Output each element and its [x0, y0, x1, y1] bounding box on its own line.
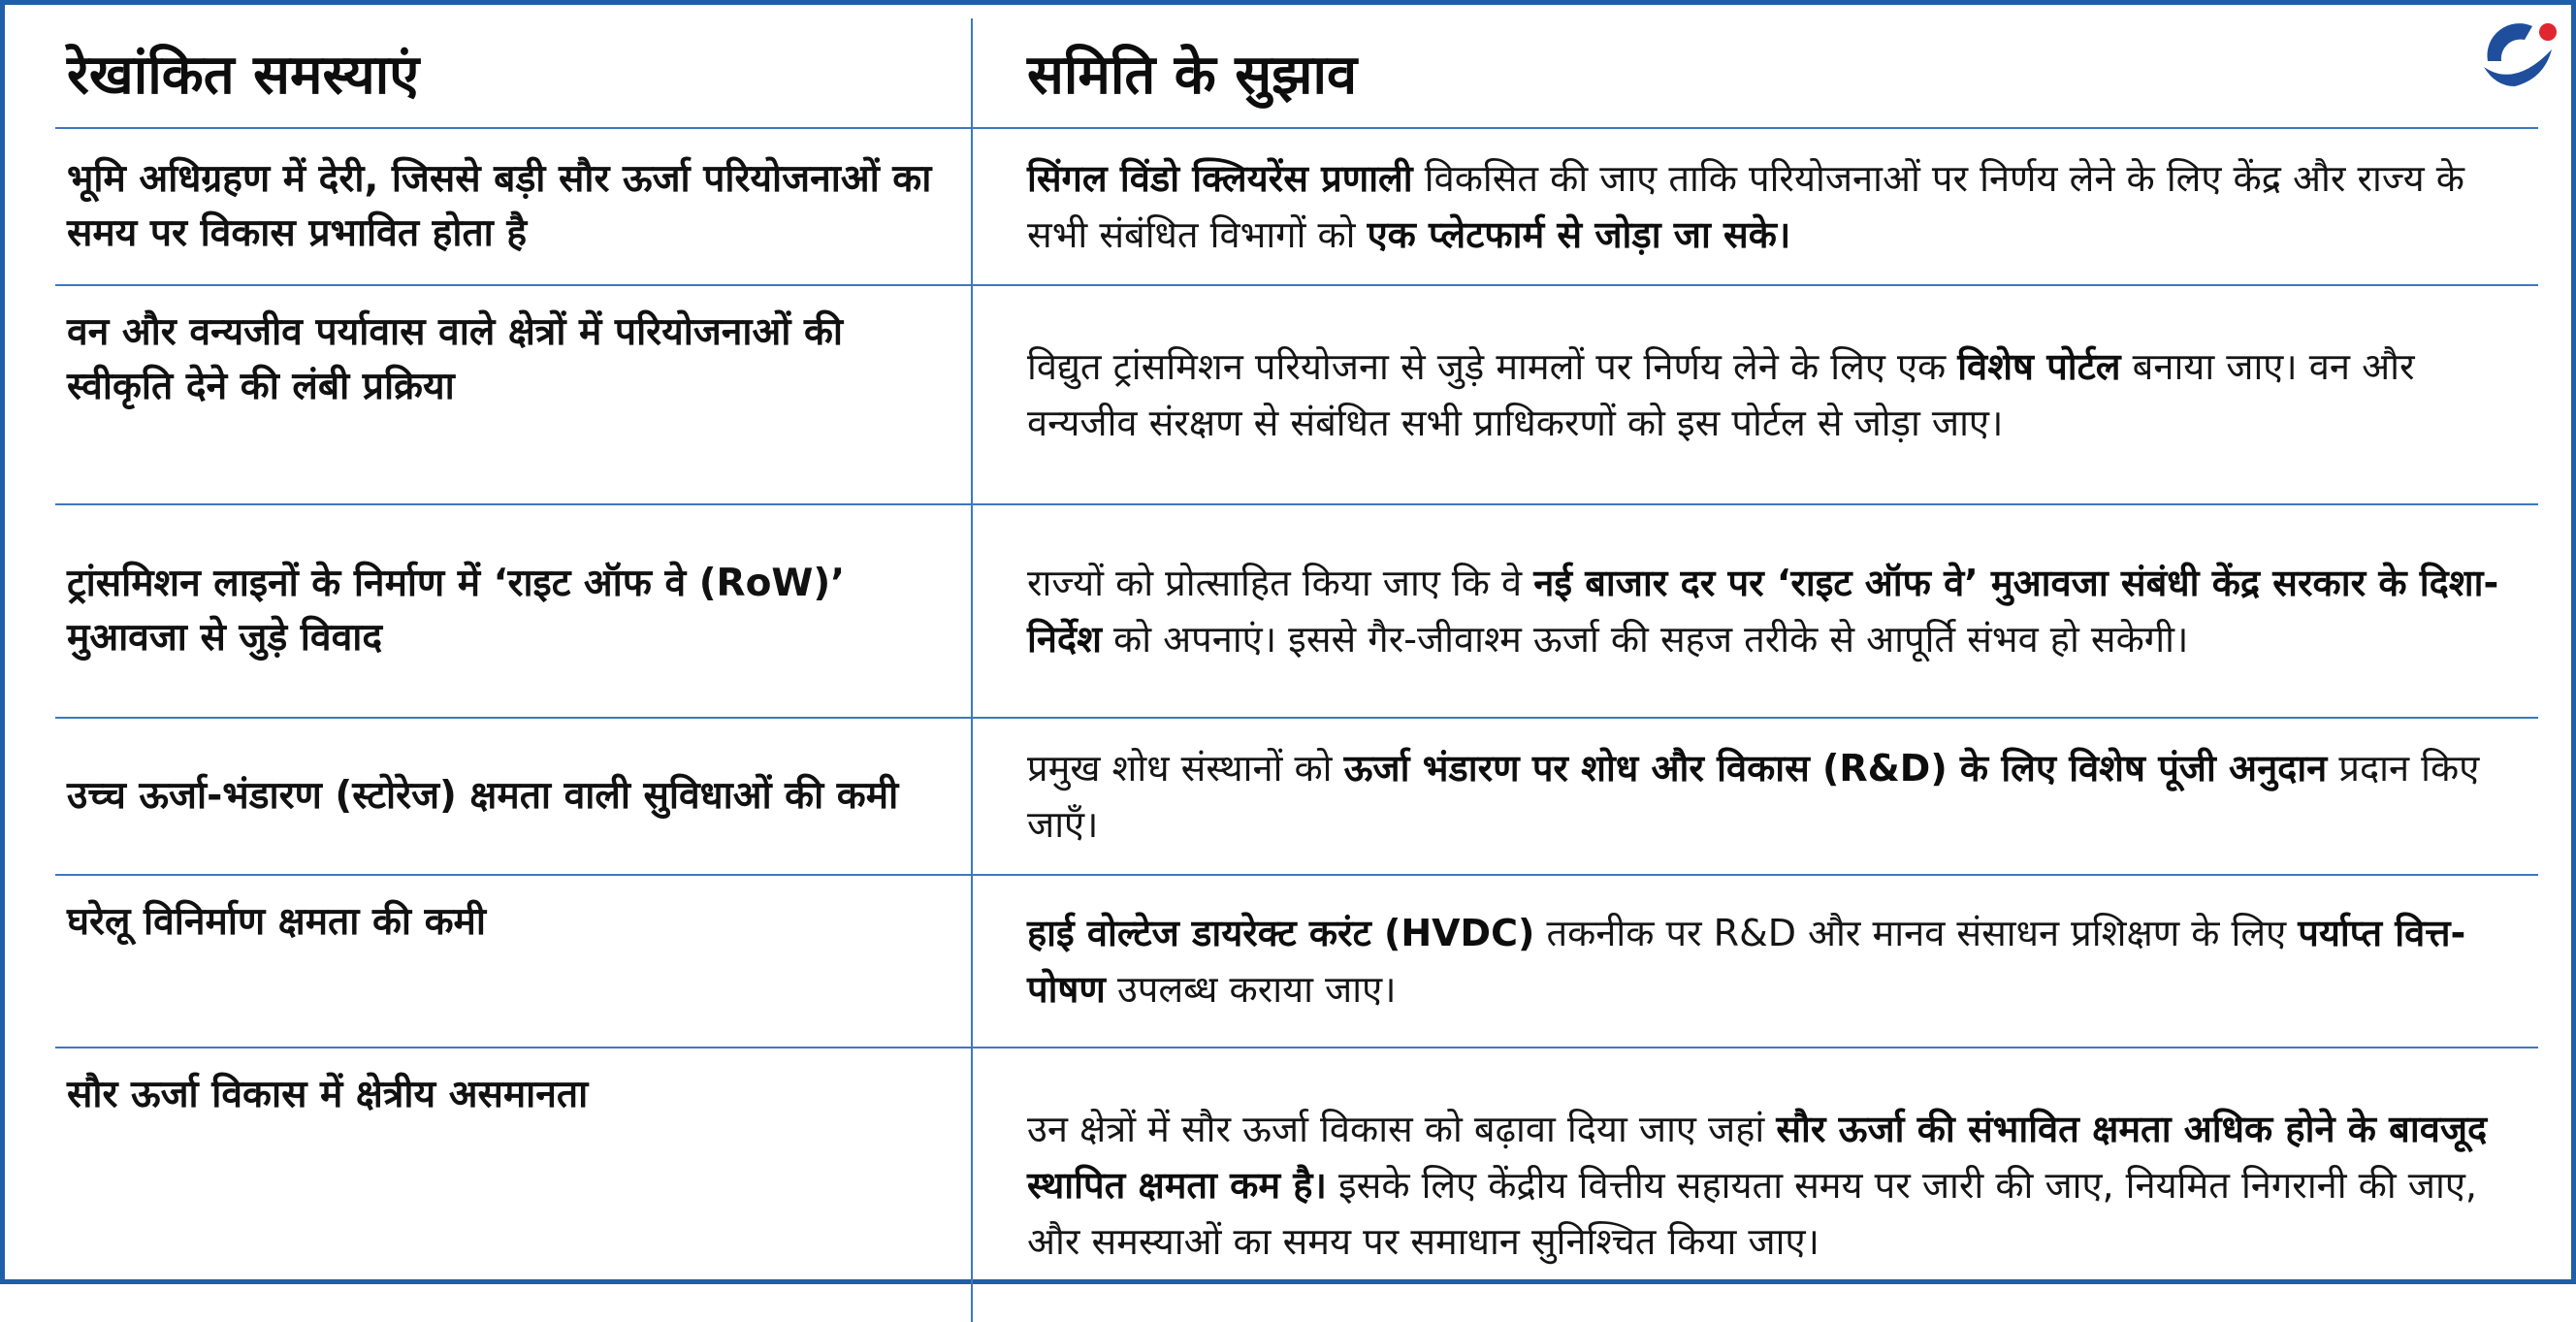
table-row [55, 285, 2538, 504]
suggestion-fragment: को अपनाएं। इससे गैर-जीवाश्म ऊर्जा की सहज तरीके से आपूर्ति संभव हो सकेगी। [1101, 618, 2189, 661]
problem-cell: घरेलू विनिर्माण क्षमता की कमी [55, 875, 972, 1048]
suggestion-fragment: सिंगल विंडो क्लियरेंस प्रणाली [1027, 157, 1413, 200]
table-header-row [55, 18, 2538, 128]
problem-cell: सौर ऊर्जा विकास में क्षेत्रीय असमानता [67, 1073, 589, 1116]
suggestion-cell [972, 285, 2538, 504]
suggestion-fragment: उन क्षेत्रों में सौर ऊर्जा विकास को बढ़ावा दिया जाए जहां [1027, 1108, 1777, 1150]
header-problems: रेखांकित समस्याएं [55, 18, 972, 128]
problem-cell: भूमि अधिग्रहण में देरी, जिससे बड़ी सौर ऊर्जा परियोजनाओं का समय पर विकास प्रभावित होता है [55, 128, 972, 285]
header-suggestions: समिति के सुझाव [972, 18, 2538, 128]
problem-cell: उच्च ऊर्जा-भंडारण (स्टोरेज) क्षमता वाली सुविधाओं की कमी [55, 718, 972, 875]
suggestion-cell [972, 1048, 2538, 1322]
suggestion-fragment: हाई वोल्टेज डायरेक्ट करंट (HVDC) [1027, 912, 1535, 954]
suggestion-fragment: प्रदान किए जाएँ। [1027, 747, 2480, 846]
suggestion-fragment: सौर ऊर्जा की संभावित क्षमता अधिक होने के बावजूद स्थापित क्षमता कम है। [1027, 1108, 2488, 1207]
table-row [55, 718, 2538, 875]
table-row [55, 875, 2538, 1048]
suggestion-fragment: बनाया जाए। वन और वन्यजीव संरक्षण से संबंधित सभी प्राधिकरणों को इस पोर्टल से जोड़ा जाए। [1027, 345, 2415, 444]
suggestion-fragment: इसके लिए केंद्रीय वित्तीय सहायता समय पर जारी की जाए, नियमित निगरानी की जाए, और समस्याओं का समय पर समाधान सुनिश्चित किया जाए। [1027, 1164, 2477, 1263]
problem-cell: वन और वन्यजीव पर्यावास वाले क्षेत्रों में परियोजनाओं की स्वीकृति देने की लंबी प्रक्रिया [55, 285, 972, 504]
suggestion-fragment: राज्यों को प्रोत्साहित किया जाए कि वे [1027, 562, 1534, 604]
suggestion-fragment: प्रमुख शोध संस्थानों को [1027, 747, 1344, 790]
suggestion-fragment: विकसित की जाए ताकि परियोजनाओं पर निर्णय लेने के लिए केंद्र और राज्य के सभी संबंधित विभागों को [1027, 157, 2464, 256]
suggestion-fragment: एक प्लेटफार्म से जोड़ा जा सके। [1367, 213, 1791, 256]
suggestion-fragment: पर्याप्त वित्त-पोषण [1027, 912, 2466, 1011]
suggestion-cell [972, 718, 2538, 875]
suggestion-fragment: उपलब्ध कराया जाए। [1105, 968, 1397, 1011]
suggestion-fragment: तकनीक पर R&D और मानव संसाधन प्रशिक्षण के लिए [1534, 912, 2299, 954]
suggestion-cell [972, 128, 2538, 285]
suggestion-fragment: नई बाजार दर पर ‘राइट ऑफ वे’ मुआवजा संबंधी केंद्र सरकार के दिशा-निर्देश [1027, 562, 2499, 661]
suggestion-cell [972, 504, 2538, 718]
problem-cell: ट्रांसमिशन लाइनों के निर्माण में ‘राइट ऑफ वे (RoW)’ मुआवजा से जुड़े विवाद [55, 504, 972, 718]
table-row [55, 504, 2538, 718]
suggestion-cell [972, 875, 2538, 1048]
table-row [55, 1048, 2538, 1322]
suggestion-fragment: विद्युत ट्रांसमिशन परियोजना से जुड़े मामलों पर निर्णय लेने के लिए एक [1027, 345, 1958, 388]
suggestion-fragment: विशेष पोर्टल [1957, 345, 2121, 388]
table-row [55, 128, 2538, 285]
suggestion-fragment: ऊर्जा भंडारण पर शोध और विकास (R&D) के लिए विशेष पूंजी अनुदान [1343, 747, 2328, 790]
problems-suggestions-table [55, 18, 2538, 1322]
